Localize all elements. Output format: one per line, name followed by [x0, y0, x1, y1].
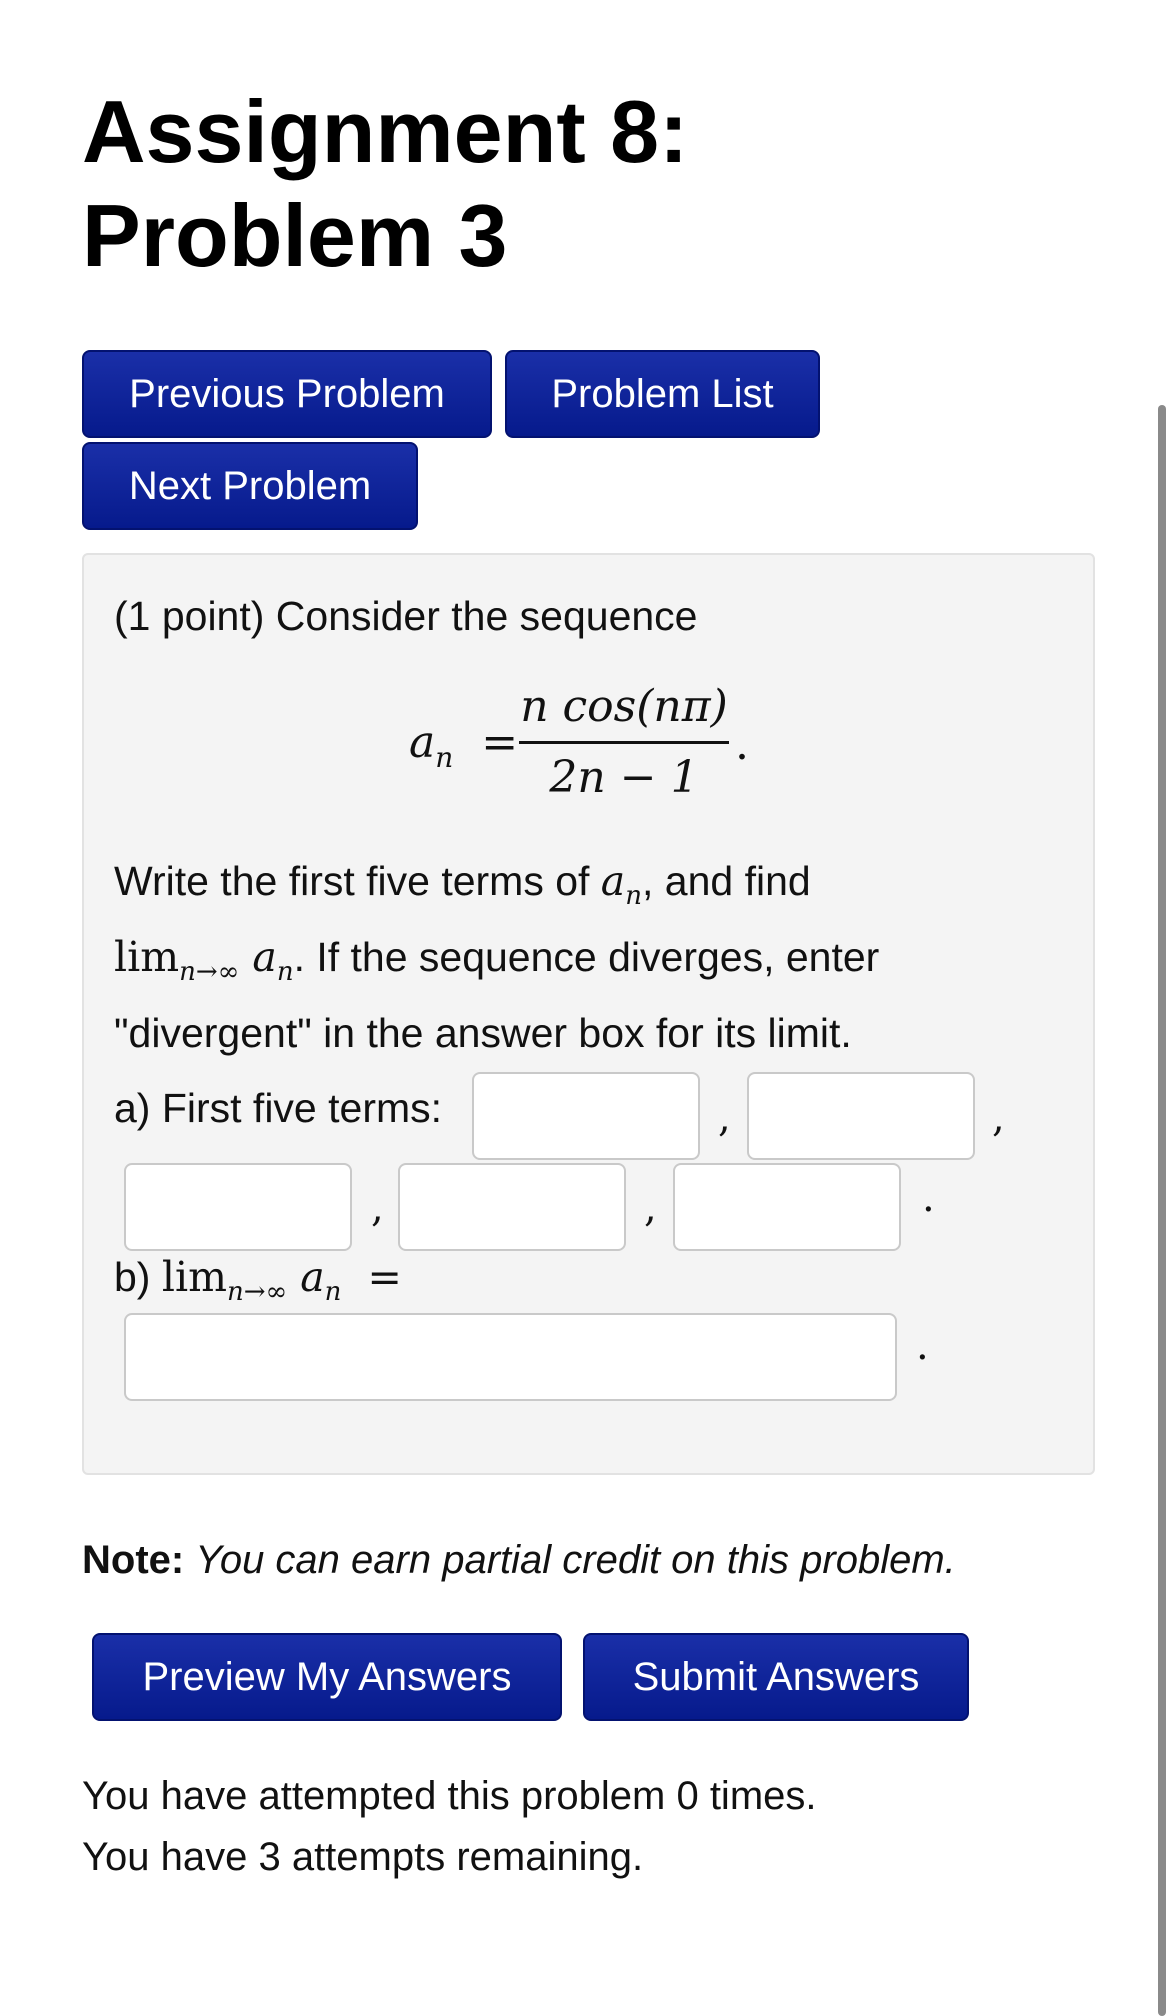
limit-period: . — [916, 1323, 929, 1369]
title-line-1: Assignment 8: — [82, 82, 689, 181]
next-problem-button[interactable]: Next Problem — [82, 442, 418, 530]
answer-limit[interactable] — [124, 1313, 897, 1401]
desc-text-3: . If the sequence diverges, enter — [293, 934, 880, 981]
problem-intro: (1 point) Consider the sequence — [114, 593, 698, 639]
formula-period: . — [735, 719, 749, 770]
part-a-label: a) First five terms: — [114, 1085, 443, 1131]
attempts-status — [82, 1766, 817, 1888]
part-b-prefix: b) — [114, 1254, 162, 1300]
answer-term-5[interactable] — [673, 1163, 901, 1251]
attempts-remaining: You have 3 attempts remaining. — [82, 1835, 644, 1879]
previous-problem-button[interactable]: Previous Problem — [82, 350, 492, 438]
part-b-lim: lim — [161, 1253, 227, 1301]
formula-lhs — [409, 717, 518, 774]
desc-limit — [114, 933, 294, 988]
attempted-count: You have attempted this problem 0 times. — [82, 1774, 817, 1818]
formula-equals: = — [481, 717, 519, 768]
problem-box — [82, 553, 1095, 1475]
answer-term-2[interactable] — [747, 1072, 975, 1160]
separator-4: , — [644, 1185, 657, 1231]
answer-term-3[interactable] — [124, 1163, 352, 1251]
desc-text-2: , and find — [642, 858, 811, 904]
desc-var — [600, 857, 642, 912]
formula-numerator: n cos(nπ) — [520, 681, 728, 732]
part-b-var: a — [300, 1253, 325, 1301]
desc-text-1: Write the first five terms of — [114, 858, 601, 904]
desc-text-4: "divergent" in the answer box for its limit. — [114, 1010, 852, 1057]
desc-var-sub2: n — [276, 957, 294, 988]
terms-period: . — [922, 1175, 935, 1221]
part-b-limit — [161, 1253, 402, 1308]
desc-var-a: a — [600, 857, 626, 905]
page-title — [82, 80, 688, 288]
desc-var-a2: a — [252, 933, 277, 982]
sequence-formula — [409, 675, 809, 825]
part-b-equals: = — [367, 1253, 402, 1301]
desc-var-sub: n — [625, 881, 642, 912]
separator-1: , — [718, 1095, 731, 1141]
formula-denominator: 2n − 1 — [549, 752, 699, 803]
submit-answers-button[interactable]: Submit Answers — [583, 1633, 969, 1721]
separator-3: , — [371, 1185, 384, 1231]
desc-lim-sub: n→∞ — [179, 957, 240, 988]
preview-answers-button[interactable]: Preview My Answers — [92, 1633, 562, 1721]
problem-description — [114, 851, 1074, 1064]
problem-list-button[interactable]: Problem List — [505, 350, 820, 438]
fraction-bar — [519, 741, 729, 744]
part-b-var-sub: n — [324, 1277, 342, 1308]
note-label: Note: — [82, 1538, 185, 1582]
scrollbar[interactable] — [1158, 405, 1166, 2016]
formula-fraction — [519, 675, 729, 810]
desc-lim: lim — [114, 933, 180, 982]
separator-2: , — [992, 1095, 1005, 1141]
part-b-lim-sub: n→∞ — [226, 1277, 288, 1308]
partial-credit-note — [82, 1538, 956, 1583]
answer-term-4[interactable] — [398, 1163, 626, 1251]
note-text: You can earn partial credit on this problem. — [195, 1538, 956, 1582]
answer-term-1[interactable] — [472, 1072, 700, 1160]
title-line-2: Problem 3 — [82, 186, 508, 285]
part-b-label — [114, 1253, 402, 1307]
formula-lhs-var: a — [409, 717, 436, 768]
formula-lhs-sub: n — [435, 740, 454, 774]
